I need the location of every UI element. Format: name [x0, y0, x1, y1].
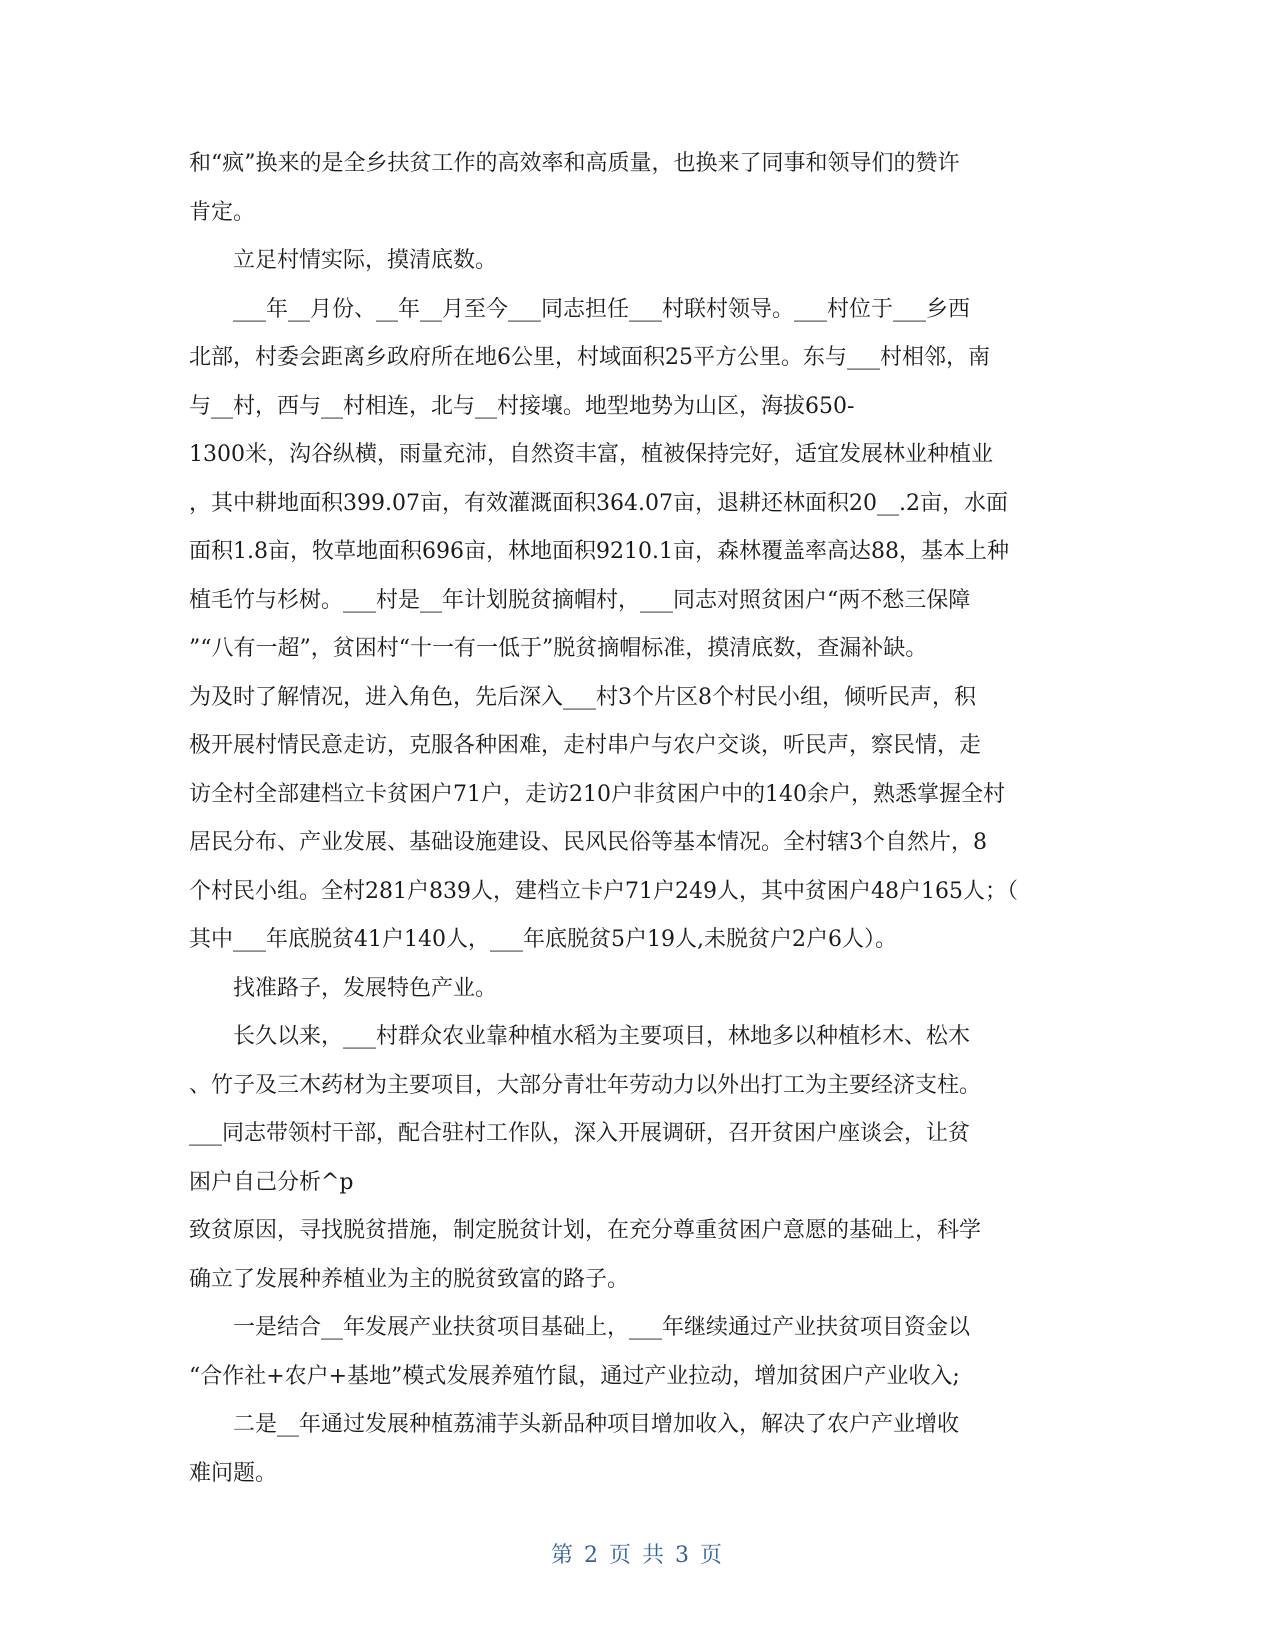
text-line: 一是结合__年发展产业扶贫项目基础上，___年继续通过产业扶贫项目资金以	[233, 1315, 971, 1340]
text-line: 致贫原因，寻找脱贫措施，制定脱贫计划，在充分尊重贫困户意愿的基础上，科学	[189, 1218, 982, 1243]
text-line: 找准路子，发展特色产业。	[233, 975, 498, 1001]
text-line: 访全村全部建档立卡贫困户71户，走访210户非贫困户中的140余户，熟悉掌握全村	[189, 781, 1005, 807]
text-line: 和“疯”换来的是全乡扶贫工作的高效率和高质量，也换来了同事和领导们的赞许	[189, 151, 960, 176]
text-line: “合作社+农户+基地”模式发展养殖竹鼠，通过产业拉动，增加贫困户产业收入;	[189, 1363, 960, 1389]
text-line: 二是__年通过发展种植荔浦芋头新品种项目增加收入，解决了农户产业增收	[233, 1412, 960, 1437]
text-line: ，其中耕地面积399.07亩，有效灌溉面积364.07亩，退耕还林面积20__.2亩，水面	[189, 490, 1008, 516]
text-line: 个村民小组。全村281户839人，建档立卡户71户249人，其中贫困户48户165人；（	[189, 878, 1018, 904]
text-line: 居民分布、产业发展、基础设施建设、民风民俗等基本情况。全村辖3个自然片，8	[189, 830, 987, 855]
text-line: 为及时了解情况，进入角色，先后深入___村3个片区8个村民小组，倾听民声，积	[189, 684, 976, 710]
text-line: ___同志带领村干部，配合驻村工作队，深入开展调研，召开贫困户座谈会，让贫	[189, 1121, 971, 1146]
text-line: 其中___年底脱贫41户140人，___年底脱贫5户19人,未脱贫户2户6人）。	[189, 927, 897, 952]
text-line: 面积1.8亩，牧草地面积696亩，林地面积9210.1亩，森林覆盖率高达88，基本上种	[189, 539, 1009, 564]
text-line: 极开展村情民意走访，克服各种困难，走村串户与农户交谈，听民声，察民情，走	[189, 733, 982, 758]
text-line: ___年__月份、__年__月至今___同志担任___村联村领导。___村位于___乡西	[233, 296, 971, 322]
text-line: 肯定。	[189, 199, 256, 225]
page-number-footer: 第 2 页 共 3 页	[551, 1543, 724, 1568]
text-line: 、竹子及三木药材为主要项目，大部分青壮年劳动力以外出打工为主要经济支柱。	[189, 1072, 982, 1098]
text-line: 植毛竹与杉树。___村是__年计划脱贫摘帽村，___同志对照贫困户“两不愁三保障	[189, 587, 971, 613]
document-body	[189, 140, 1089, 1498]
text-line: 与__村，西与__村相连，北与__村接壤。地型地势为山区，海拔650-	[189, 393, 855, 419]
text-line: 难问题。	[189, 1460, 278, 1486]
text-line: 北部，村委会距离乡政府所在地6公里，村域面积25平方公里。东与___村相邻，南	[189, 345, 990, 370]
text-line: 立足村情实际，摸清底数。	[233, 248, 498, 273]
text-line: 1300米，沟谷纵横，雨量充沛，自然资丰富，植被保持完好，适宜发展林业种植业	[189, 442, 993, 467]
text-line: 长久以来，___村群众农业靠种植水稻为主要项目，林地多以种植杉木、松木	[233, 1024, 971, 1049]
text-line: ”“八有一超”，贫困村“十一有一低于”脱贫摘帽标准，摸清底数，查漏补缺。	[189, 636, 928, 661]
text-line: 困户自己分析^p	[189, 1169, 354, 1195]
text-line: 确立了发展种养植业为主的脱贫致富的路子。	[189, 1266, 630, 1292]
